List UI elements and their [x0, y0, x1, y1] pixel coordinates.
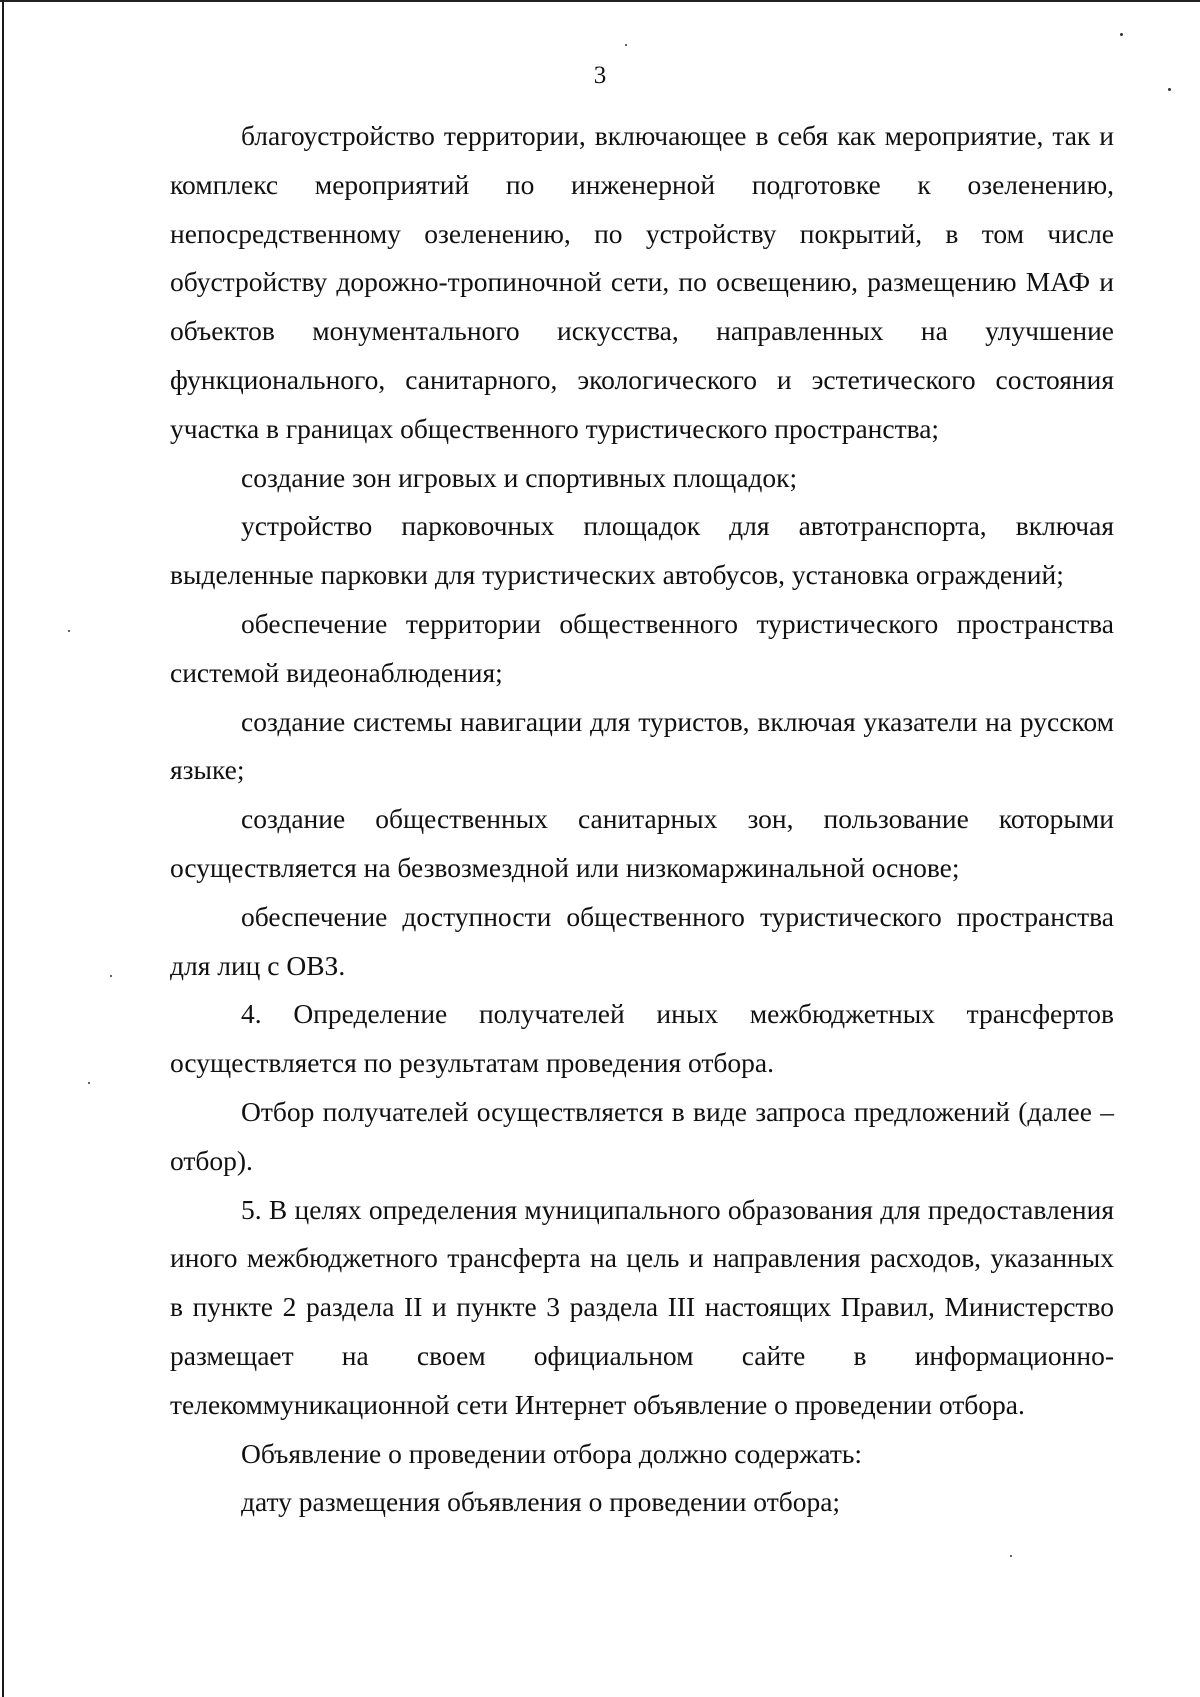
page-top-edge	[0, 0, 1200, 2]
paragraph-video-surveillance: обеспечение территории общественного туристического пространства системой видеонаблюдения;	[170, 607, 1114, 688]
paragraph-parking: устройство парковочных площадок для автотранспорта, включая выделенные парковки для туристических автобусов, установка ограждений;	[170, 510, 1114, 591]
paragraph-selection-form: Отбор получателей осуществляется в виде запроса предложений (далее – отбор).	[170, 1095, 1114, 1176]
paragraph-item-5: 5. В целях определения муниципального образования для предоставления иного межбюджетного трансферта на цель и направления расходов, указанных в пункте 2 раздела II и пункте 3 раздела III настоящих Правил, Министерство размещает на своем официальном сайте в информационно-телекоммуникационной сети Интернет объявление о проведении отбора.	[170, 1193, 1114, 1420]
paragraph-item-4: 4. Определение получателей иных межбюджетных трансфертов осуществляется по результатам проведения отбора.	[170, 998, 1114, 1079]
paragraph-improvement: благоустройство территории, включающее в себя как мероприятие, так и комплекс мероприятий по инженерной подготовке к озеленению, непосредственному озеленению, по устройству покрытий, в том числе обустройству дорожно-тропиночной сети, по освещению, размещению МАФ и объектов монументального искусства, направленных на улучшение функционального, санитарного, экологического и эстетического состояния участка в границах общественного туристического пространства;	[170, 120, 1114, 444]
document-body	[170, 112, 1114, 1527]
page-left-edge	[2, 0, 4, 1697]
scan-speck	[1168, 88, 1171, 91]
paragraph-announcement-date: дату размещения объявления о проведении отбора;	[241, 1486, 841, 1518]
scan-speck	[625, 44, 627, 46]
scan-speck	[88, 1082, 90, 1084]
scan-speck	[68, 630, 70, 632]
paragraph-sanitary-zones: создание общественных санитарных зон, пользование которыми осуществляется на безвозмездной или низкомаржинальной основе;	[170, 803, 1114, 883]
paragraph-navigation: создание системы навигации для туристов, включая указатели на русском языке;	[170, 705, 1114, 786]
paragraph-accessibility: обеспечение доступности общественного туристического пространства для лиц с ОВЗ.	[170, 900, 1114, 981]
scan-speck	[1120, 33, 1123, 36]
paragraph-play-zones: создание зон игровых и спортивных площадок;	[241, 461, 798, 493]
scan-speck	[110, 975, 112, 977]
page-number: 3	[593, 62, 607, 89]
paragraph-announcement-contents: Объявление о проведении отбора должно содержать:	[241, 1437, 863, 1469]
scan-speck	[1010, 1555, 1012, 1557]
